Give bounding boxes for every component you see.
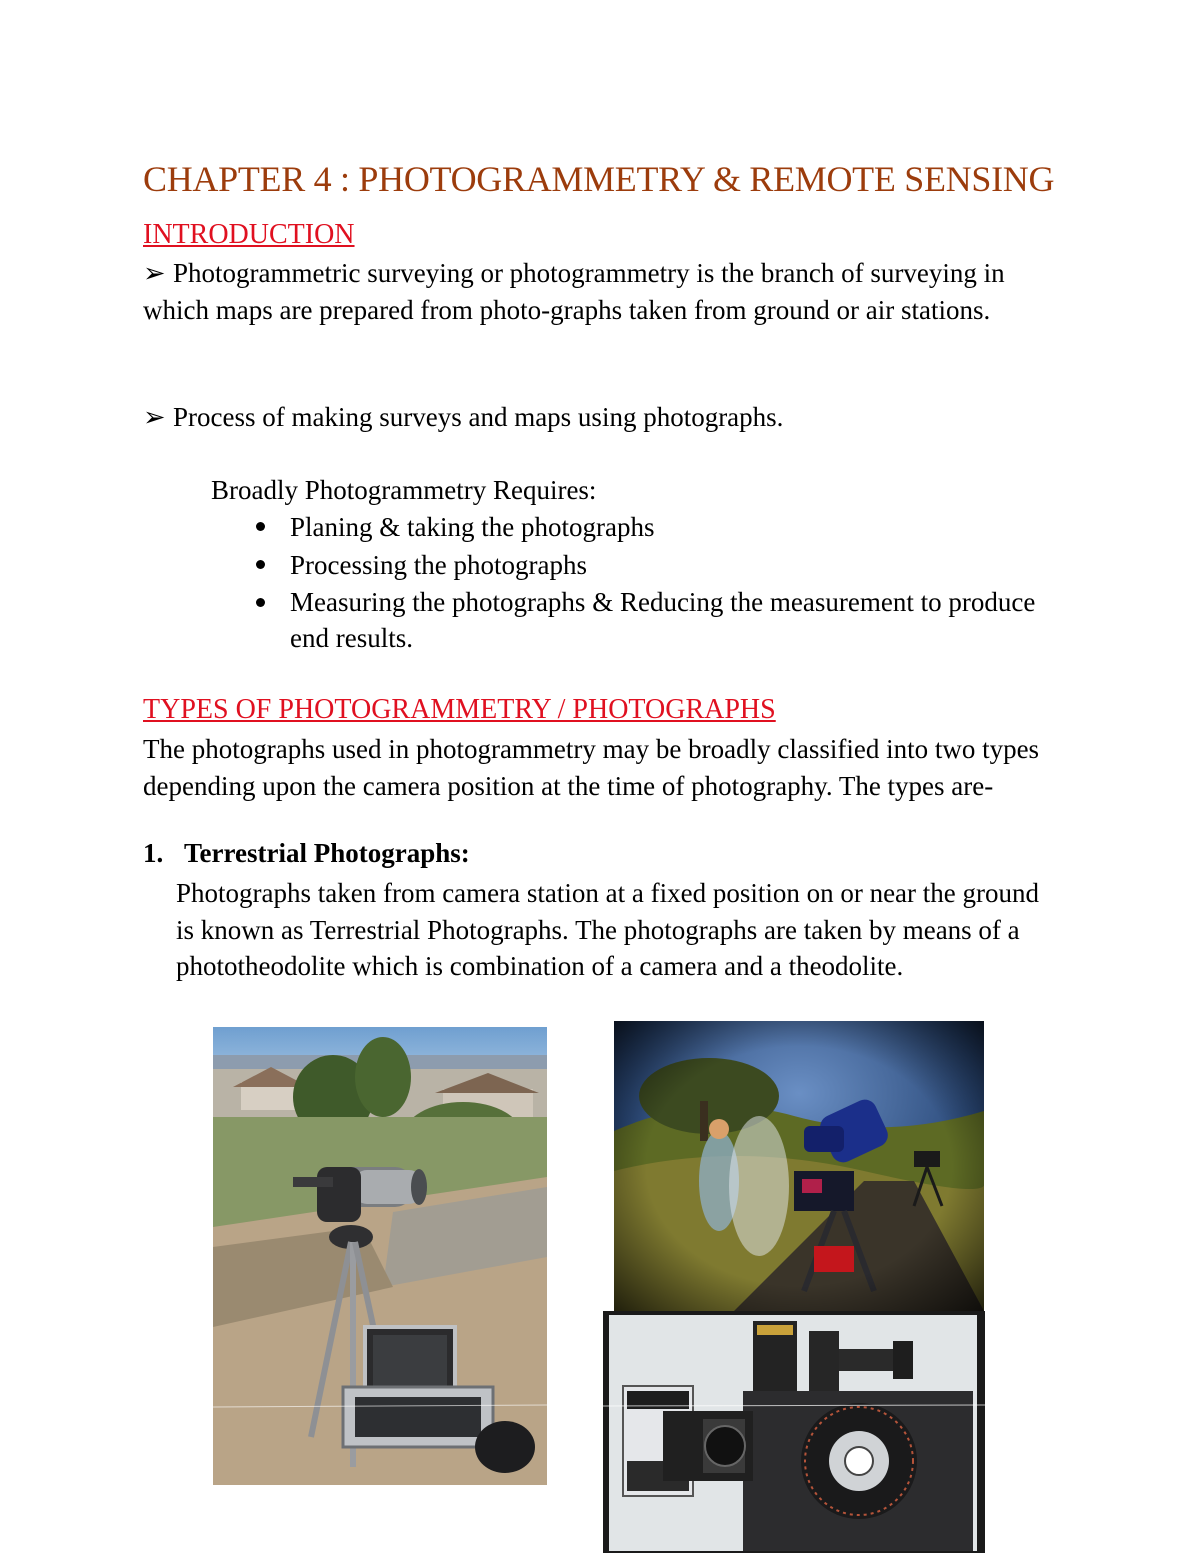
- list-item: [256, 546, 1056, 584]
- list-item: [256, 508, 1056, 546]
- item-title: Terrestrial Photographs:: [184, 838, 470, 868]
- terrestrial-heading: [143, 838, 470, 869]
- intro-point-2: [143, 399, 1043, 436]
- arrow-bullet-icon: ➢: [143, 258, 166, 288]
- camera-theodolite-closeup-photo: [603, 1311, 985, 1553]
- telescope-night-image: [614, 1021, 984, 1311]
- intro-point-1-text: Photogrammetric surveying or photogrammetry is the branch of surveying in which maps are prepared from photo-graphs taken from ground or air stations.: [143, 258, 1005, 325]
- requires-intro: Broadly Photogrammetry Requires:: [211, 475, 597, 505]
- telescope-hillside-image: [213, 1027, 547, 1485]
- list-item-text: Measuring the photographs & Reducing the measurement to produce end results.: [290, 587, 1036, 653]
- intro-point-2-text: Process of making surveys and maps using photographs.: [173, 402, 784, 432]
- types-paragraph: The photographs used in photogrammetry may be broadly classified into two types depending upon the camera position at the time of photography. The types are-: [143, 734, 1040, 801]
- terrestrial-description: Photographs taken from camera station at a fixed position on or near the ground is known as Terrestrial Photographs. The photographs are taken by means of a phototheodolite which is combination of a camera and a theodolite.: [176, 878, 1040, 981]
- telescope-hillside-photo: [213, 1027, 547, 1485]
- chapter-title: CHAPTER 4 : PHOTOGRAMMETRY & REMOTE SENSING: [143, 159, 1055, 199]
- types-heading: TYPES OF PHOTOGRAMMETRY / PHOTOGRAPHS: [143, 694, 776, 725]
- intro-point-1: [143, 255, 1043, 328]
- list-item: [256, 584, 1056, 656]
- list-item-text: Planing & taking the photographs: [290, 512, 655, 542]
- item-number: 1.: [143, 838, 164, 868]
- bullet-dot-icon: [256, 598, 265, 607]
- introduction-heading: INTRODUCTION: [143, 219, 355, 250]
- camera-theodolite-image: [603, 1311, 985, 1553]
- telescope-night-photo: [614, 1021, 984, 1311]
- bullet-dot-icon: [256, 560, 265, 569]
- list-item-text: Processing the photographs: [290, 550, 587, 580]
- requirements-list: [256, 508, 1056, 656]
- bullet-dot-icon: [256, 522, 265, 531]
- arrow-bullet-icon: ➢: [143, 402, 166, 432]
